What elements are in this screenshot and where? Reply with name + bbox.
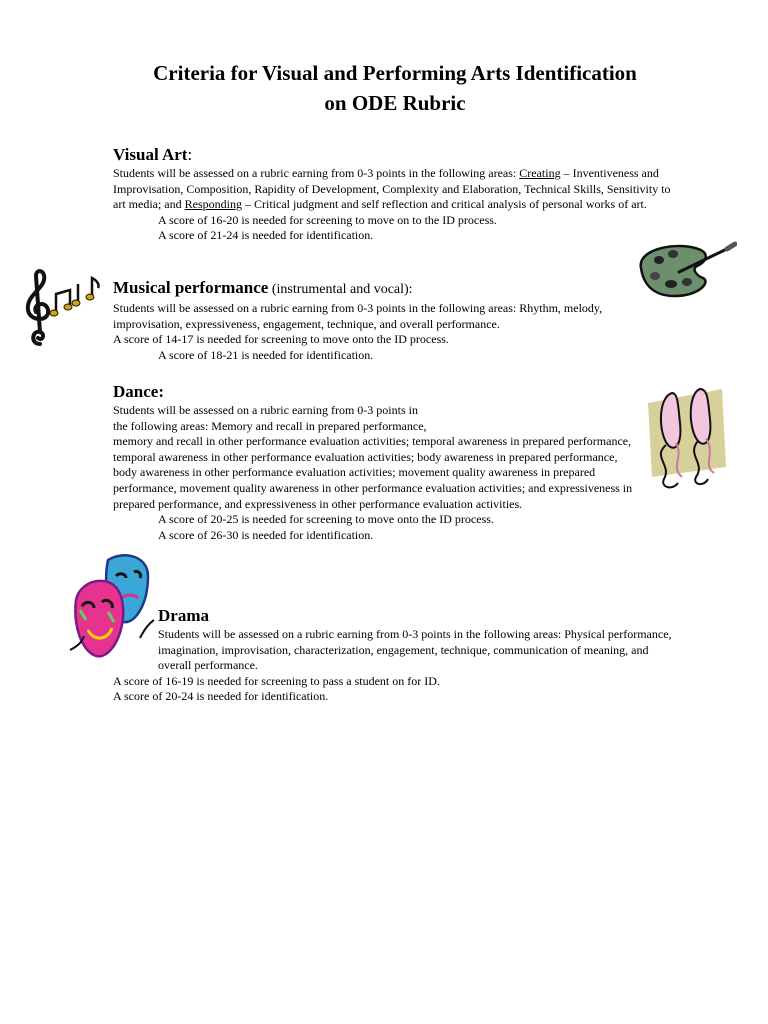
dance-line-2: the following areas: Memory and recall in prepared performance, (113, 418, 427, 433)
drama-section (113, 605, 683, 705)
dance-line-1: Students will be assessed on a rubric earning from 0-3 points in (113, 403, 418, 417)
dance-score-identification: A score of 26-30 is needed for identification. (158, 527, 374, 542)
responding-term: Responding (184, 197, 242, 212)
visual-art-score-screening: A score of 16-20 is needed for screening to move on to the ID process. (158, 212, 497, 227)
title-line-2: on ODE Rubric (324, 91, 466, 115)
title-line-1: Criteria for Visual and Performing Arts Identification (153, 61, 637, 85)
musical-score-screening: A score of 14-17 is needed for screening to move onto the ID process. (113, 332, 449, 347)
paint-palette-icon (633, 238, 737, 300)
page-title (0, 58, 768, 118)
ballet-shoes-icon (642, 383, 730, 495)
musical-section (113, 277, 638, 363)
visual-art-body: Students will be assessed on a rubric earning from 0-3 points in the following areas: Creating – Inventiveness and Improvisation, Composition, Rapidity of Development, Complexity and Elaboration, Technical Skills, Sensitivity to art media; and Responding – Critical judgment and self reflection and critical analysis of personal works of art. (113, 166, 671, 212)
musical-heading: Musical performance (instrumental and vocal): (113, 278, 413, 297)
dance-score-screening: A score of 20-25 is needed for screening to move onto the ID process. (158, 512, 494, 527)
dance-heading: Dance: (113, 382, 164, 401)
visual-art-score-identification: A score of 21-24 is needed for identification. (158, 228, 374, 243)
drama-score-identification: A score of 20-24 is needed for identification. (113, 689, 329, 704)
music-notes-icon (22, 266, 104, 348)
dance-section (113, 381, 643, 543)
musical-score-identification: A score of 18-21 is needed for identification. (158, 347, 374, 362)
drama-heading: Drama (158, 606, 209, 625)
dance-body: memory and recall in other performance evaluation activities; temporal awareness in prepared performance, temporal awareness in other performance evaluation activities; body awareness in prepared performance, body awareness in other performance evaluation activities; movement quality awareness in prepared performance, movement quality awareness in other performance evaluation activities; and expressiveness in prepared performance, and expressiveness in other performance evaluation activities. (113, 434, 633, 511)
creating-term: Creating (519, 166, 561, 180)
drama-body: Students will be assessed on a rubric earning from 0-3 points in the following areas: Physical performance, imagination, improvisation, characterization, engagement, technique, communication of meaning, and overall performance. (158, 627, 672, 673)
drama-score-screening: A score of 16-19 is needed for screening to pass a student on for ID. (113, 673, 440, 688)
visual-art-section (113, 144, 683, 244)
visual-art-heading: Visual Art: (113, 145, 193, 164)
drama-masks-icon (68, 550, 158, 668)
musical-body: Students will be assessed on a rubric earning from 0-3 points in the following areas: Rhythm, melody, improvisation, expressiveness, engagement, technique, and overall performance. (113, 301, 603, 331)
